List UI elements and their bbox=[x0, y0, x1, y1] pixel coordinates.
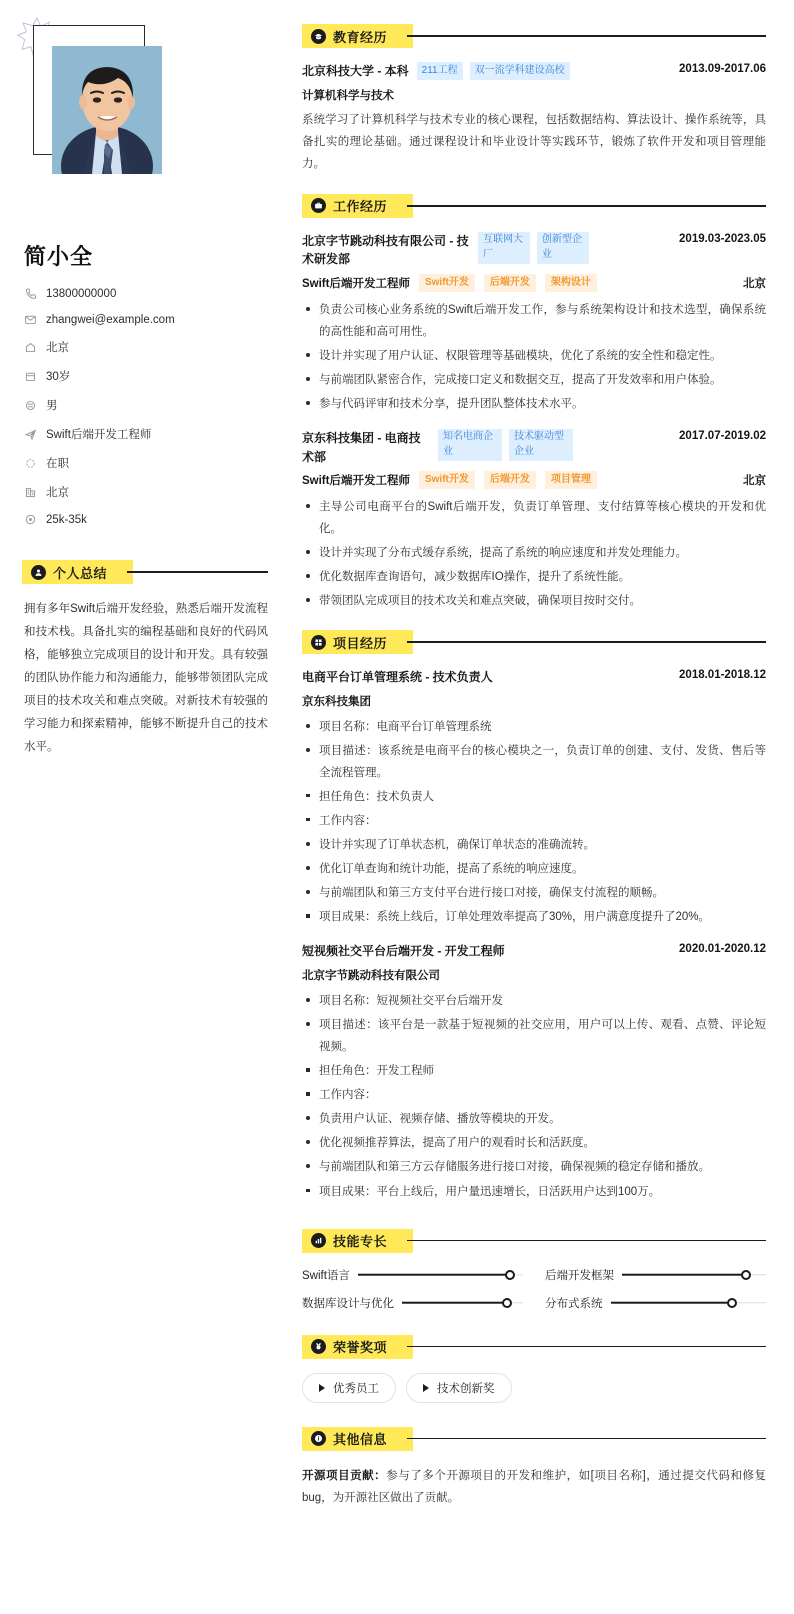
contact-list bbox=[24, 287, 268, 526]
section-title: 项目经历 bbox=[333, 635, 388, 651]
skills-section bbox=[302, 1229, 766, 1311]
project-bullets bbox=[302, 716, 766, 929]
other-info-value: 参与了多个开源项目的开发和维护，如[项目名称]，通过提交代码和修复bug，为开源社区做出了贡献。 bbox=[302, 1469, 766, 1505]
work-entry-head bbox=[302, 232, 766, 269]
awards-section-header bbox=[302, 1335, 766, 1359]
bullet-item: 优化数据库查询语句，减少数据库IO操作，提升了系统性能。 bbox=[302, 566, 766, 588]
play-triangle-icon bbox=[423, 1384, 429, 1392]
contact-item-salary bbox=[24, 513, 268, 526]
section-rule bbox=[407, 1438, 766, 1439]
contact-value: zhangwei@example.com bbox=[46, 313, 175, 326]
skill-item bbox=[545, 1267, 766, 1283]
skill-item bbox=[302, 1267, 523, 1283]
section-pill bbox=[302, 1335, 413, 1359]
work-bullets bbox=[302, 496, 766, 612]
section-title: 工作经历 bbox=[333, 199, 388, 215]
slider-fill bbox=[622, 1273, 746, 1276]
graduation-icon bbox=[311, 29, 326, 44]
work-date: 2017.07-2019.02 bbox=[679, 429, 766, 442]
section-pill bbox=[302, 194, 413, 218]
award-label: 优秀员工 bbox=[333, 1382, 379, 1395]
education-entry bbox=[302, 62, 766, 176]
education-section-header bbox=[302, 24, 766, 48]
section-title: 荣誉奖项 bbox=[333, 1340, 388, 1356]
home-icon bbox=[24, 341, 37, 354]
contact-value: Swift后端开发工程师 bbox=[46, 429, 152, 441]
contact-item-gender bbox=[24, 397, 268, 413]
skill-slider[interactable] bbox=[358, 1269, 523, 1281]
education-entry-head bbox=[302, 62, 766, 81]
slider-fill bbox=[402, 1301, 507, 1304]
contact-item-city bbox=[24, 484, 268, 500]
summary-section-header bbox=[22, 560, 268, 584]
bullet-item: 与前端团队和第三方支付平台进行接口对接，确保支付流程的顺畅。 bbox=[302, 882, 766, 904]
projects-section-header bbox=[302, 630, 766, 654]
project-entry-head bbox=[302, 668, 766, 687]
bullet-item: 项目名称：电商平台订单管理系统 bbox=[302, 716, 766, 738]
avatar bbox=[52, 46, 162, 174]
slider-fill bbox=[358, 1273, 510, 1276]
work-date: 2019.03-2023.05 bbox=[679, 232, 766, 245]
project-name: 电商平台订单管理系统 - 技术负责人 bbox=[302, 670, 493, 685]
company-tag: 技术驱动型企业 bbox=[509, 429, 573, 461]
contact-value: 25k-35k bbox=[46, 513, 87, 526]
work-role-row bbox=[302, 471, 766, 489]
left-sidebar bbox=[0, 0, 290, 789]
other-section-header bbox=[302, 1427, 766, 1451]
bullet-item: 项目成果：平台上线后，用户量迅速增长，日活跃用户达到100万。 bbox=[302, 1181, 766, 1203]
section-title: 个人总结 bbox=[53, 565, 108, 581]
slider-fill bbox=[611, 1301, 732, 1304]
section-title: 其他信息 bbox=[333, 1432, 388, 1448]
main-content bbox=[290, 0, 794, 1551]
contact-item-age bbox=[24, 368, 268, 384]
education-date: 2013.09-2017.06 bbox=[679, 63, 766, 75]
skill-label: 数据库设计与优化 bbox=[302, 1297, 394, 1310]
section-title: 教育经历 bbox=[333, 29, 388, 45]
work-section-header bbox=[302, 194, 766, 218]
project-bullets bbox=[302, 990, 766, 1203]
section-pill bbox=[22, 560, 133, 584]
section-title: 技能专长 bbox=[333, 1234, 388, 1250]
slider-knob[interactable] bbox=[727, 1298, 737, 1308]
slider-knob[interactable] bbox=[502, 1298, 512, 1308]
work-entry bbox=[302, 429, 766, 612]
project-name: 短视频社交平台后端开发 - 开发工程师 bbox=[302, 944, 505, 959]
work-role-row bbox=[302, 274, 766, 292]
work-location: 北京 bbox=[743, 474, 766, 487]
company-tag: 互联网大厂 bbox=[478, 232, 530, 264]
school-name: 北京科技大学 - 本科 bbox=[302, 64, 409, 78]
work-bullets bbox=[302, 299, 766, 415]
project-entry-head bbox=[302, 942, 766, 961]
project-company: 北京字节跳动科技有限公司 bbox=[302, 969, 440, 982]
bullet-item: 与前端团队紧密合作，完成接口定义和数据交互，提高了开发效率和用户体验。 bbox=[302, 369, 766, 391]
company-name: 京东科技集团 - 电商技术部 bbox=[302, 430, 421, 464]
company-tag: 知名电商企业 bbox=[438, 429, 502, 461]
company-tag: 创新型企业 bbox=[537, 232, 589, 264]
projects-section bbox=[302, 630, 766, 1203]
company-tags bbox=[438, 429, 573, 461]
work-section bbox=[302, 194, 766, 612]
role-tag: Swift开发 bbox=[419, 274, 475, 292]
page-title: 简小全 bbox=[24, 244, 94, 269]
contact-item-email bbox=[24, 313, 268, 326]
section-pill bbox=[302, 1427, 413, 1451]
contact-value: 北京 bbox=[46, 487, 69, 499]
section-pill bbox=[302, 1229, 413, 1253]
summary-text: 拥有多年Swift后端开发经验，熟悉后端开发流程和技术栈。具备扎实的编程基础和良好的代码风格，能够独立完成项目的设计和开发。具有较强的团队协作能力和沟通能力，能够带领团队完成项目的技术攻关和难点突破。对新技术有较强的学习能力和探索精神，能够不断提升自己的技术水平。 bbox=[24, 603, 268, 753]
bullet-item: 设计并实现了分布式缓存系统，提高了系统的响应速度和并发处理能力。 bbox=[302, 542, 766, 564]
bullet-item: 负责公司核心业务系统的Swift后端开发工作，参与系统架构设计和技术选型，确保系统的高性能和高可用性。 bbox=[302, 299, 766, 343]
bullet-item: 负责用户认证、视频存储、播放等模块的开发。 bbox=[302, 1108, 766, 1130]
role-tag: 架构设计 bbox=[545, 274, 597, 292]
mail-icon bbox=[24, 313, 37, 326]
bullet-item: 项目描述：该系统是电商平台的核心模块之一，负责订单的创建、支付、发货、售后等全流程管理。 bbox=[302, 740, 766, 784]
contact-value: 男 bbox=[46, 400, 58, 412]
other-section bbox=[302, 1427, 766, 1510]
medal-icon bbox=[311, 1339, 326, 1354]
education-section bbox=[302, 24, 766, 176]
bullet-item: 与前端团队和第三方云存储服务进行接口对接，确保视频的稳定存储和播放。 bbox=[302, 1156, 766, 1178]
skill-slider[interactable] bbox=[611, 1297, 767, 1309]
bullet-item: 项目名称：短视频社交平台后端开发 bbox=[302, 990, 766, 1012]
award-label: 技术创新奖 bbox=[437, 1382, 495, 1395]
bullet-item: 项目描述：该平台是一款基于短视频的社交应用，用户可以上传、观看、点赞、评论短视频。 bbox=[302, 1014, 766, 1058]
education-tag: 211工程 bbox=[417, 62, 463, 80]
contact-value: 30岁 bbox=[46, 371, 71, 383]
contact-value: 在职 bbox=[46, 458, 69, 470]
project-entry bbox=[302, 942, 766, 1202]
contact-value: 13800000000 bbox=[46, 287, 117, 300]
company-tags bbox=[478, 232, 589, 264]
section-pill bbox=[302, 630, 413, 654]
summary-section bbox=[22, 560, 268, 759]
skill-slider[interactable] bbox=[622, 1269, 766, 1281]
skill-item bbox=[545, 1295, 766, 1311]
skill-label: 后端开发框架 bbox=[545, 1269, 614, 1282]
bullet-item: 担任角色：开发工程师 bbox=[302, 1060, 766, 1082]
city-icon bbox=[24, 486, 37, 499]
send-icon bbox=[24, 428, 37, 441]
bullet-item: 工作内容： bbox=[302, 1084, 766, 1106]
work-entry bbox=[302, 232, 766, 415]
skill-slider[interactable] bbox=[402, 1297, 523, 1309]
awards-list bbox=[302, 1373, 766, 1403]
award-chip[interactable] bbox=[302, 1373, 396, 1403]
section-pill bbox=[302, 24, 413, 48]
project-date: 2020.01-2020.12 bbox=[679, 943, 766, 956]
profile-photo-block bbox=[44, 36, 196, 218]
education-description: 系统学习了计算机科学与技术专业的核心课程，包括数据结构、算法设计、操作系统等，具备扎实的理论基础。通过课程设计和毕业设计等实践环节，锻炼了软件开发和项目管理能力。 bbox=[302, 113, 766, 171]
bullet-item: 设计并实现了用户认证、权限管理等基础模块，优化了系统的安全性和稳定性。 bbox=[302, 345, 766, 367]
phone-icon bbox=[24, 287, 37, 300]
other-info-text bbox=[302, 1465, 766, 1510]
contact-value: 北京 bbox=[46, 342, 69, 354]
contact-item-home bbox=[24, 339, 268, 355]
awards-section bbox=[302, 1335, 766, 1403]
role-title: Swift后端开发工程师 bbox=[302, 277, 410, 290]
info-icon bbox=[311, 1431, 326, 1446]
other-info-label: 开源项目贡献： bbox=[302, 1469, 387, 1482]
skills-section-header bbox=[302, 1229, 766, 1253]
role-tag: 项目管理 bbox=[545, 471, 597, 489]
briefcase-icon bbox=[311, 198, 326, 213]
project-entry bbox=[302, 668, 766, 928]
role-tag: 后端开发 bbox=[484, 471, 536, 489]
section-rule bbox=[407, 1240, 766, 1241]
role-tag: 后端开发 bbox=[484, 274, 536, 292]
role-tag: Swift开发 bbox=[419, 471, 475, 489]
work-location: 北京 bbox=[743, 277, 766, 290]
section-rule bbox=[407, 641, 766, 642]
contact-item-phone bbox=[24, 287, 268, 300]
work-entry-head bbox=[302, 429, 766, 466]
award-chip[interactable] bbox=[406, 1373, 512, 1403]
slider-knob[interactable] bbox=[505, 1270, 515, 1280]
bullet-item: 工作内容： bbox=[302, 810, 766, 832]
project-company: 京东科技集团 bbox=[302, 695, 371, 708]
status-icon bbox=[24, 457, 37, 470]
education-tag: 双一流学科建设高校 bbox=[470, 62, 570, 80]
salary-icon bbox=[24, 513, 37, 526]
contact-item-position bbox=[24, 426, 268, 442]
bullet-item: 设计并实现了订单状态机，确保订单状态的准确流转。 bbox=[302, 834, 766, 856]
skill-label: Swift语言 bbox=[302, 1269, 350, 1282]
project-date: 2018.01-2018.12 bbox=[679, 669, 766, 682]
bullet-item: 优化订单查询和统计功能，提高了系统的响应速度。 bbox=[302, 858, 766, 880]
skill-label: 分布式系统 bbox=[545, 1297, 603, 1310]
user-icon bbox=[31, 565, 46, 580]
play-triangle-icon bbox=[319, 1384, 325, 1392]
education-tags bbox=[417, 62, 570, 80]
section-rule bbox=[127, 571, 268, 572]
section-rule bbox=[407, 35, 766, 36]
bullet-item: 担任角色：技术负责人 bbox=[302, 786, 766, 808]
bullet-item: 参与代码评审和技术分享，提升团队整体技术水平。 bbox=[302, 393, 766, 415]
bullet-item: 优化视频推荐算法，提高了用户的观看时长和活跃度。 bbox=[302, 1132, 766, 1154]
bullet-item: 主导公司电商平台的Swift后端开发，负责订单管理、支付结算等核心模块的开发和优化。 bbox=[302, 496, 766, 540]
bullet-item: 带领团队完成项目的技术攻关和难点突破，确保项目按时交付。 bbox=[302, 590, 766, 612]
contact-item-status bbox=[24, 455, 268, 471]
chart-icon bbox=[311, 1233, 326, 1248]
section-rule bbox=[407, 205, 766, 206]
section-rule bbox=[407, 1346, 766, 1347]
grid-icon bbox=[311, 635, 326, 650]
company-name: 北京字节跳动科技有限公司 - 技术研发部 bbox=[302, 233, 469, 267]
skill-item bbox=[302, 1295, 523, 1311]
education-major: 计算机科学与技术 bbox=[302, 89, 394, 102]
role-title: Swift后端开发工程师 bbox=[302, 474, 410, 487]
calendar-icon bbox=[24, 370, 37, 383]
slider-knob[interactable] bbox=[741, 1270, 751, 1280]
gender-icon bbox=[24, 399, 37, 412]
bullet-item: 项目成果：系统上线后，订单处理效率提高了30%，用户满意度提升了20%。 bbox=[302, 906, 766, 928]
skills-grid bbox=[302, 1267, 766, 1311]
